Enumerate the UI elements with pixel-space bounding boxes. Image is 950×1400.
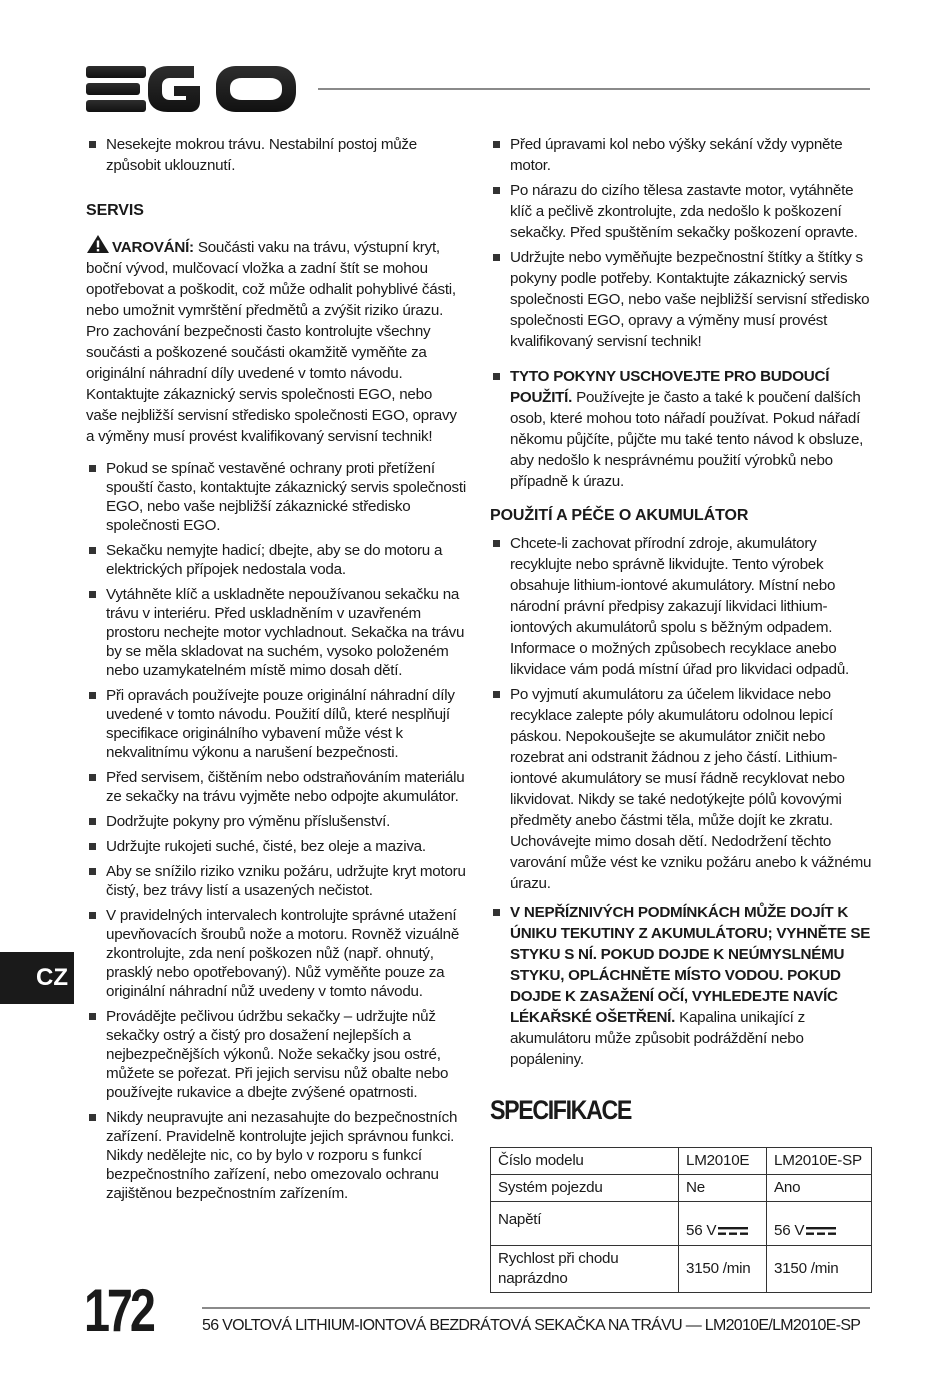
list-item: Před servisem, čištěním nebo odstraňováním materiálu ze sekačky na trávu vyjměte nebo odpojte akumulátor.: [86, 768, 466, 806]
leak-text: Kapalina unikající z akumulátoru může způsobit podráždění nebo popáleniny.: [510, 1009, 805, 1068]
list-item: Nikdy neupravujte ani nezasahujte do bezpečnostních zařízení. Pravidelně kontrolujte jejich správnou funkci. Nikdy nedělejte nic, co by bylo v rozporu s funkcí bezpečnostního zařízení, nebo omezovalo ochranu zajištěnou bezpečnostním zařízením.: [86, 1108, 466, 1203]
list-item: Chcete-li zachovat přírodní zdroje, akumulátory recyklujte nebo správně likvidujte. Tento výrobek obsahuje lithium-iontové akumulátory. Místní nebo národní právní předpisy zakazují likvidaci lithium-iontových akumulátorů spolu s běžným odpadem. Informace o možných způsobech recyklace anebo likvidace vám podá místní úřad pro likvidaci odpadů.: [490, 533, 872, 680]
table-cell: Rychlost při chodu naprázdno: [491, 1246, 679, 1293]
table-cell: Číslo modelu: [491, 1148, 679, 1175]
save-instructions: [490, 366, 872, 492]
right-column: [490, 134, 872, 1074]
list-item: Dodržujte pokyny pro výměnu příslušenství.: [86, 812, 466, 831]
page-number: 172: [84, 1277, 153, 1344]
list-item: Po vyjmutí akumulátoru za účelem likvidace nebo recyklace zalepte póly akumulátoru odolnou lepicí páskou. Nepokoušejte se akumulátor zničit nebo rozebrat ani odstranit žádnou z jeho částí. Lithium-iontové akumulátory se musí řádně recyklovat nebo likvidovat. Nikdy se také nedotýkejte pólů kovovými předměty anebo částmi těla, může dojít ke zkratu. Uchovávejte mimo dosah dětí. Nedodržení těchto varování může vést ke vzniku požáru anebo k vážnému úrazu.: [490, 684, 872, 894]
warning-triangle-icon: [86, 234, 110, 254]
list-item: Provádějte pečlivou údržbu sekačky – udržujte nůž sekačky ostrý a čistý pro dosažení nejlepších a nejbezpečnějších výkonů. Nože sekačky jsou ostré, můžete se pořezat. Při jejich servisu nůž obalte nebo používejte rukavice a dbejte zvýšené opatrnosti.: [86, 1007, 466, 1102]
table-cell: [679, 1202, 767, 1246]
table-row: [491, 1202, 872, 1246]
intro-list: [86, 134, 466, 176]
left-column: [86, 134, 466, 1209]
list-item: Udržujte rukojeti suché, čisté, bez oleje a maziva.: [86, 837, 466, 856]
table-cell: Napětí: [491, 1202, 679, 1246]
list-item: Nesekejte mokrou trávu. Nestabilní postoj může způsobit uklouznutí.: [86, 134, 466, 176]
battery-heading: POUŽITÍ A PÉČE O AKUMULÁTOR: [490, 507, 749, 524]
servis-warning: [86, 234, 466, 447]
list-item: Vytáhněte klíč a uskladněte nepoužívanou sekačku na trávu v interiéru. Před uskladněním v uzavřeném prostoru nechejte motor vychladnout. Sekačka na trávu by se měla skladovat na suchém, vysoko položeném nebo uzamykatelném místě mimo dosah dětí.: [86, 585, 466, 680]
warning-label: VAROVÁNÍ:: [112, 239, 194, 256]
save-text: Používejte je často a také k poučení dalších osob, které mohou toto nářadí používat. Pokud nářadí někomu půjčíte, půjčte mu také tento návod k obsluze, aby nedošlo k nesprávnému použití výrobků nebo případně k úrazu.: [510, 389, 864, 490]
list-item: Aby se snížilo riziko vzniku požáru, udržujte kryt motoru čistý, bez trávy listí a usazených nečistot.: [86, 862, 466, 900]
table-cell: Ne: [679, 1175, 767, 1202]
list-item: Po nárazu do cizího tělesa zastavte motor, vytáhněte klíč a pečlivě zkontrolujte, zda nedošlo k poškození sekačky. Před spuštěním sekačky poškození opravte.: [490, 180, 872, 243]
list-item: Před úpravami kol nebo výšky sekání vždy vypněte motor.: [490, 134, 872, 176]
table-cell: LM2010E-SP: [767, 1148, 872, 1175]
spec-heading: SPECIFIKACE: [490, 1095, 631, 1125]
table-cell: 3150 /min: [767, 1246, 872, 1293]
save-caps: TYTO POKYNY USCHOVEJTE PRO BUDOUCÍ POUŽITÍ.: [510, 368, 830, 406]
list-item: Při opravách používejte pouze originální náhradní díly uvedené v tomto návodu. Použití dílů, které nesplňují specifikace originálního vybavení může vést k nekvalitnímu výkonu a narušení bezpečnosti.: [86, 686, 466, 762]
servis-list: [86, 459, 466, 1203]
header-rule: [318, 88, 870, 90]
list-item: Udržujte nebo vyměňujte bezpečnostní štítky a štítky s pokyny podle potřeby. Kontaktujte zákaznický servis společnosti EGO, nebo vaše nejbližší servisní středisko společnosti EGO, opravy a výměny musí provést kvalifikovaný servisní technik!: [490, 247, 872, 352]
list-item: [490, 902, 872, 1070]
footer-rule: [202, 1307, 870, 1309]
table-cell: 3150 /min: [679, 1246, 767, 1293]
list-item: [490, 366, 872, 492]
dc-current-icon: [718, 1226, 748, 1236]
table-row: [491, 1246, 872, 1293]
table-cell: Ano: [767, 1175, 872, 1202]
ego-logo: [86, 64, 298, 114]
list-item: Sekačku nemyjte hadicí; dbejte, aby se do motoru a elektrických přípojek nedostala voda.: [86, 541, 466, 579]
battery-list: [490, 533, 872, 1070]
list-item: Pokud se spínač vestavěné ochrany proti přetížení spouští často, kontaktujte zákaznický servis společnosti EGO, nebo vaše nejbližší zákaznické středisko společnosti EGO.: [86, 459, 466, 535]
voltage-value: 56 V: [774, 1222, 805, 1239]
table-row: [491, 1148, 872, 1175]
footer-title: 56 VOLTOVÁ LITHIUM-IONTOVÁ BEZDRÁTOVÁ SEKAČKA NA TRÁVU — LM2010E/LM2010E-SP: [202, 1317, 861, 1334]
servis-heading: SERVIS: [86, 202, 144, 219]
language-tab: CZ: [0, 952, 74, 1004]
table-cell: [767, 1202, 872, 1246]
table-row: [491, 1175, 872, 1202]
table-cell: Systém pojezdu: [491, 1175, 679, 1202]
table-cell: LM2010E: [679, 1148, 767, 1175]
list-item: V pravidelných intervalech kontrolujte správné utažení upevňovacích šroubů nože a motoru. Rovněž vizuálně zkontrolujte, zda není poškozen nůž (např. ohnutý, prasklý nebo opotřebovaný). Nůž vyměňte pouze za originální náhradní nůž uvedeny v tomto návodu.: [86, 906, 466, 1001]
voltage-value: 56 V: [686, 1222, 717, 1239]
servis-list-continued: [490, 134, 872, 352]
leak-caps: V NEPŘÍZNIVÝCH PODMÍNKÁCH MŮŽE DOJÍT K ÚNIKU TEKUTINY Z AKUMULÁTORU; VYHNĚTE SE STYKU S NÍ. POKUD DOJDE K NEÚMYSLNÉMU STYKU, OPLÁCHNĚTE MÍSTO VODOU. POKUD DOJDE K ZASAŽENÍ OČÍ, VYHLEDEJTE NAVÍC LÉKAŘSKÉ OŠETŘENÍ.: [510, 904, 871, 1026]
spec-table: [490, 1147, 872, 1293]
warning-text: Součásti vaku na trávu, výstupní kryt, boční vývod, mulčovací vložka a zadní štít se mohou opotřebovat a poškodit, což může odhalit pohyblivé části, nebo umožnit vymrštění předmětů a zvýšit riziko úrazu. Pro zachování bezpečnosti často kontrolujte všechny součásti a poškozené součásti okamžitě vyměňte za originální náhradní díly uvedené v tomto návodu. Kontaktujte zákaznický servis společnosti EGO, nebo vaše nejbližší servisní středisko společnosti EGO, opravy a výměny musí provést kvalifikovaný servisní technik!: [86, 239, 457, 445]
dc-current-icon: [806, 1226, 836, 1236]
